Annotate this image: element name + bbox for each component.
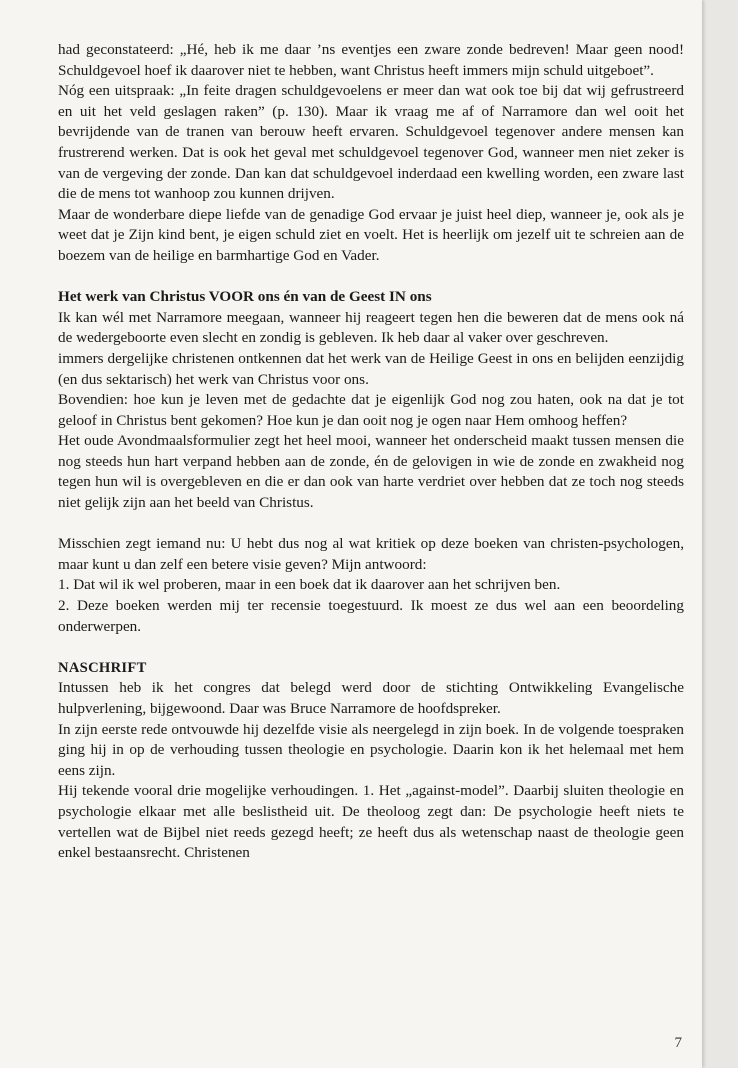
page-number: 7 — [674, 1035, 682, 1051]
naschrift-paragraph-1: Intussen heb ik het congres dat belegd werd door de stichting Ontwikkeling Evangelische hulpverlening, bijgewoond. Daar was Bruce Narramore de hoofdspreker. — [58, 679, 684, 717]
section2-list-item-2: 2. Deze boeken werden mij ter recensie toegestuurd. Ik moest ze dus wel aan een beoordeling onderwerpen. — [58, 597, 684, 635]
section1-paragraph-2: immers dergelijke christenen ontkennen dat het werk van de Heilige Geest in ons en belijden eenzijdig (en dus sektarisch) het werk van Christus voor ons. — [58, 349, 684, 388]
section1-paragraph-3: Bovendien: hoe kun je leven met de gedachte dat je eigenlijk God nog zou haten, ook na dat je tot geloof in Christus bent gekomen? Hoe kun je dan ooit nog je ogen naar Hem omhoog heffen? — [58, 391, 684, 429]
paragraph-1: had geconstateerd: „Hé, heb ik me daar ’ns eventjes een zware zonde bedreven! Maar geen nood! Schuldgevoel hoef ik daarover niet te hebben, want Christus heeft immers mijn schuld uitgeboet”. — [58, 41, 684, 79]
naschrift-paragraph-3: Hij tekende vooral drie mogelijke verhoudingen. 1. Het „against-model”. Daarbij sluiten theologie en psychologie elkaar met alle beslistheid uit. De theoloog zegt dan: De psychologie heeft niets te vertellen wat de Bijbel niet reeds gezegd heeft; ze heeft dus als wetenschap naast de theologie geen enkel bestaansrecht. Christenen — [58, 782, 684, 862]
section1-paragraph-4: Het oude Avondmaalsformulier zegt het heel mooi, wanneer het onderscheid maakt tussen mensen die nog steeds hun hart verpand hebben aan de zonde, én de gelovigen in wie de zonde en zwakheid nog tegen hun wil is overgebleven en die er dan ook van harte verdriet over hebben dat ze toch nog steeds niet gelijk zijn aan het beeld van Christus. — [58, 432, 684, 512]
section2-list-item-1: 1. Dat wil ik wel proberen, maar in een boek dat ik daarover aan het schrijven ben. — [58, 576, 561, 594]
section-heading-christus: Het werk van Christus VOOR ons én van de Geest IN ons — [58, 288, 432, 306]
page-body — [58, 40, 684, 864]
naschrift-paragraph-2: In zijn eerste rede ontvouwde hij dezelfde visie als neergelegd in zijn boek. In de volgende toespraken ging hij in op de verhouding tussen theologie en psychologie. Daarin kon ik het helemaal met hem eens zijn. — [58, 720, 684, 779]
paragraph-2: Nóg een uitspraak: „In feite dragen schuldgevoelens er meer dan wat ook toe bij dat wij gefrustreerd en uit het veld geslagen raken” (p. 130). Maar ik vraag me af of Narramore dan wel ooit het bevrijdende van de tranen van berouw heeft ervaren. Schuldgevoel tegenover andere mensen kan frustrerend werken. Dat is ook het geval met schuldgevoel tegenover God, wanneer men niet zeker is van de vergeving der zonde. Dan kan dat schuldgevoel inderdaad een kwelling worden, een zware last die de mens tot wanhoop zou kunnen drijven. — [58, 82, 684, 203]
paragraph-3: Maar de wonderbare diepe liefde van de genadige God ervaar je juist heel diep, wanneer je, ook als je weet dat je Zijn kind bent, je eigen schuld ziet en voelt. Het is heerlijk om jezelf uit te schreien aan de boezem van de heilige en barmhartige God en Vader. — [58, 205, 684, 264]
section2-paragraph-1: Misschien zegt iemand nu: U hebt dus nog al wat kritiek op deze boeken van christen-psychologen, maar kunt u dan zelf een betere visie geven? Mijn antwoord: — [58, 535, 684, 573]
section-heading-naschrift: NASCHRIFT — [58, 659, 147, 676]
section1-paragraph-1: Ik kan wél met Narramore meegaan, wanneer hij reageert tegen hen die beweren dat de mens ook ná de wedergeboorte even slecht en zondig is gebleven. Ik heb daar al vaker over geschreven. — [58, 308, 684, 347]
